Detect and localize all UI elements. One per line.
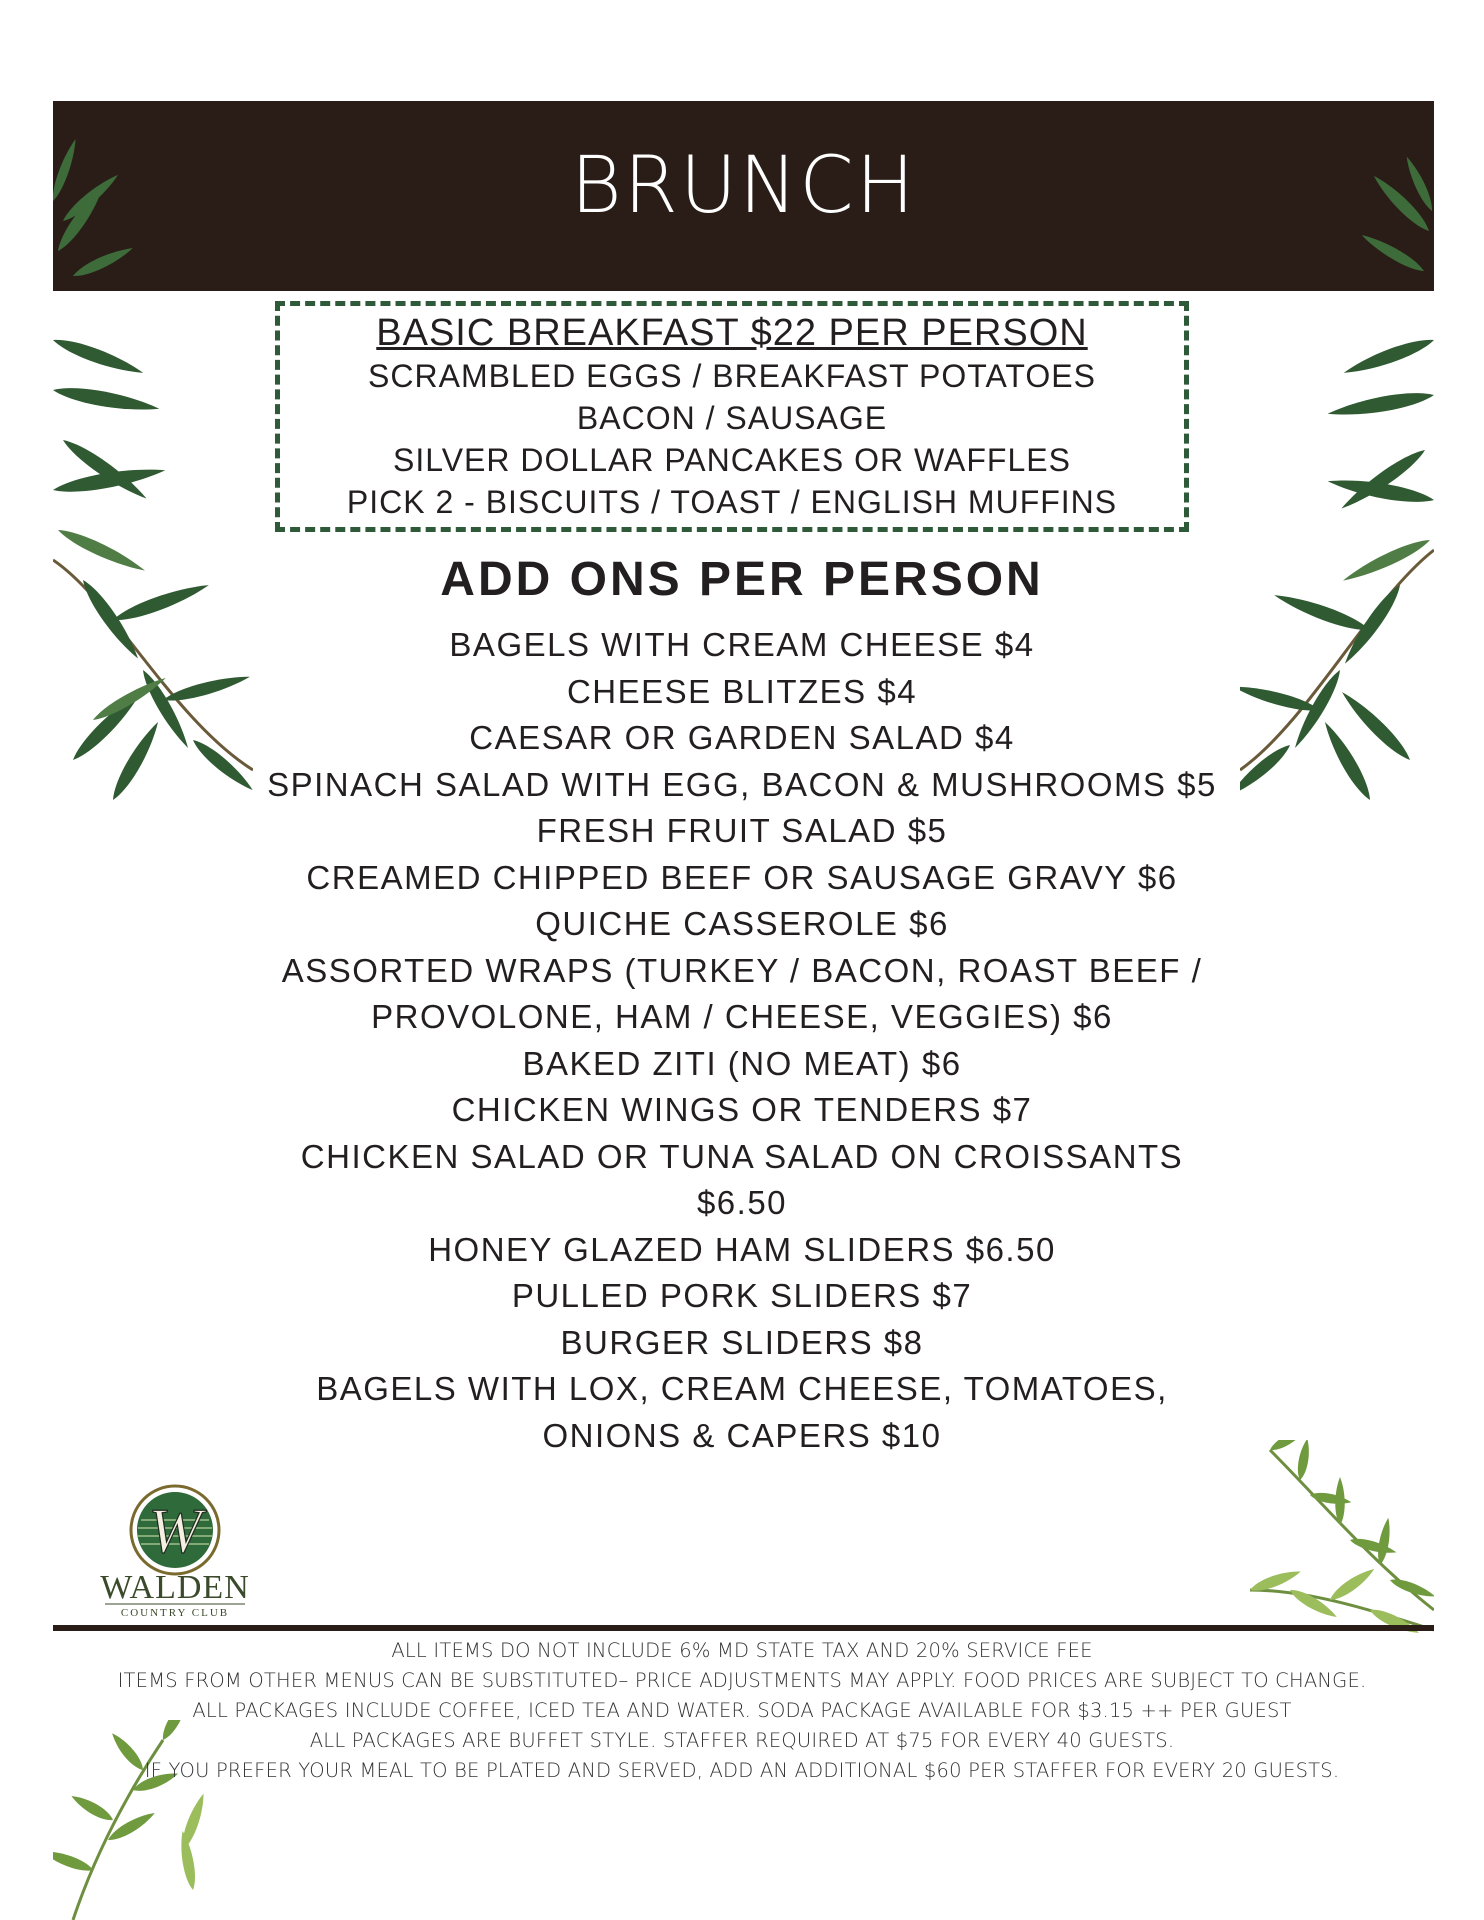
- footer-divider: [53, 1625, 1434, 1631]
- addon-item: CAESAR OR GARDEN SALAD $4: [469, 719, 1015, 756]
- logo-monogram: W: [148, 1495, 202, 1566]
- page-title: BRUNCH: [570, 141, 917, 231]
- addon-item: BAGELS WITH LOX, CREAM CHEESE, TOMATOES,: [316, 1370, 1168, 1407]
- addon-item: CHEESE BLITZES $4: [566, 672, 918, 710]
- basic-breakfast-item: SCRAMBLED EGGS / BREAKFAST POTATOES: [368, 358, 1096, 394]
- addon-item: ASSORTED WRAPS (TURKEY / BACON, ROAST BEEF /: [281, 951, 1203, 989]
- addon-item: ONIONS & CAPERS $10: [542, 1416, 942, 1454]
- addon-item: PROVOLONE, HAM / CHEESE, VEGGIES) $6: [371, 998, 1113, 1035]
- logo-name: WALDEN: [100, 1569, 250, 1606]
- footer-note: ITEMS FROM OTHER MENUS CAN BE SUBSTITUTED– PRICE ADJUSTMENTS MAY APPLY. FOOD PRICES ARE SUBJECT TO CHANGE.: [117, 1669, 1367, 1692]
- addon-item: QUICHE CASSEROLE $6: [535, 905, 949, 942]
- basic-breakfast-item: PICK 2 - BISCUITS / TOAST / ENGLISH MUFFINS: [346, 484, 1118, 520]
- addon-item: CHICKEN WINGS OR TENDERS $7: [451, 1091, 1033, 1128]
- basic-breakfast-box: [275, 301, 1189, 532]
- addons-list: [120, 622, 1364, 1459]
- footer-note: ALL PACKAGES ARE BUFFET STYLE. STAFFER REQUIRED AT $75 FOR EVERY 40 GUESTS.: [309, 1729, 1175, 1752]
- addon-item: PULLED PORK SLIDERS $7: [511, 1277, 973, 1314]
- addon-item: $6.50: [696, 1184, 788, 1221]
- addon-item: SPINACH SALAD WITH EGG, BACON & MUSHROOMS $5: [267, 765, 1217, 803]
- addon-item: BURGER SLIDERS $8: [560, 1323, 924, 1361]
- leafy-sprig-bottom-right-icon: [1210, 1440, 1434, 1640]
- addon-item: CREAMED CHIPPED BEEF OR SAUSAGE GRAVY $6: [306, 858, 1178, 896]
- addon-item: BAGELS WITH CREAM CHEESE $4: [449, 626, 1035, 663]
- footer-note: IF YOU PREFER YOUR MEAL TO BE PLATED AND SERVED, ADD AN ADDITIONAL $60 PER STAFFER FOR EVERY 20 GUESTS.: [144, 1759, 1340, 1782]
- addons-heading: ADD ONS PER PERSON: [440, 553, 1044, 606]
- footer-note: ALL ITEMS DO NOT INCLUDE 6% MD STATE TAX AND 20% SERVICE FEE: [391, 1639, 1093, 1662]
- footer-notes: [0, 1636, 1484, 1786]
- basic-breakfast-title: BASIC BREAKFAST $22 PER PERSON: [376, 312, 1088, 354]
- header-banner: [53, 101, 1434, 291]
- basic-breakfast-item: SILVER DOLLAR PANCAKES OR WAFFLES: [393, 442, 1071, 478]
- addon-item: FRESH FRUIT SALAD $5: [536, 812, 948, 849]
- addon-item: BAKED ZITI (NO MEAT) $6: [522, 1044, 962, 1082]
- footer-note: ALL PACKAGES INCLUDE COFFEE, ICED TEA AND WATER. SODA PACKAGE AVAILABLE FOR $3.15 ++ PER GUEST: [192, 1699, 1292, 1722]
- addon-item: HONEY GLAZED HAM SLIDERS $6.50: [428, 1230, 1056, 1268]
- basic-breakfast-item: BACON / SAUSAGE: [576, 400, 888, 436]
- addon-item: CHICKEN SALAD OR TUNA SALAD ON CROISSANTS: [300, 1137, 1184, 1175]
- logo-subtitle: COUNTRY CLUB: [120, 1607, 230, 1619]
- walden-country-club-logo: [85, 1480, 270, 1620]
